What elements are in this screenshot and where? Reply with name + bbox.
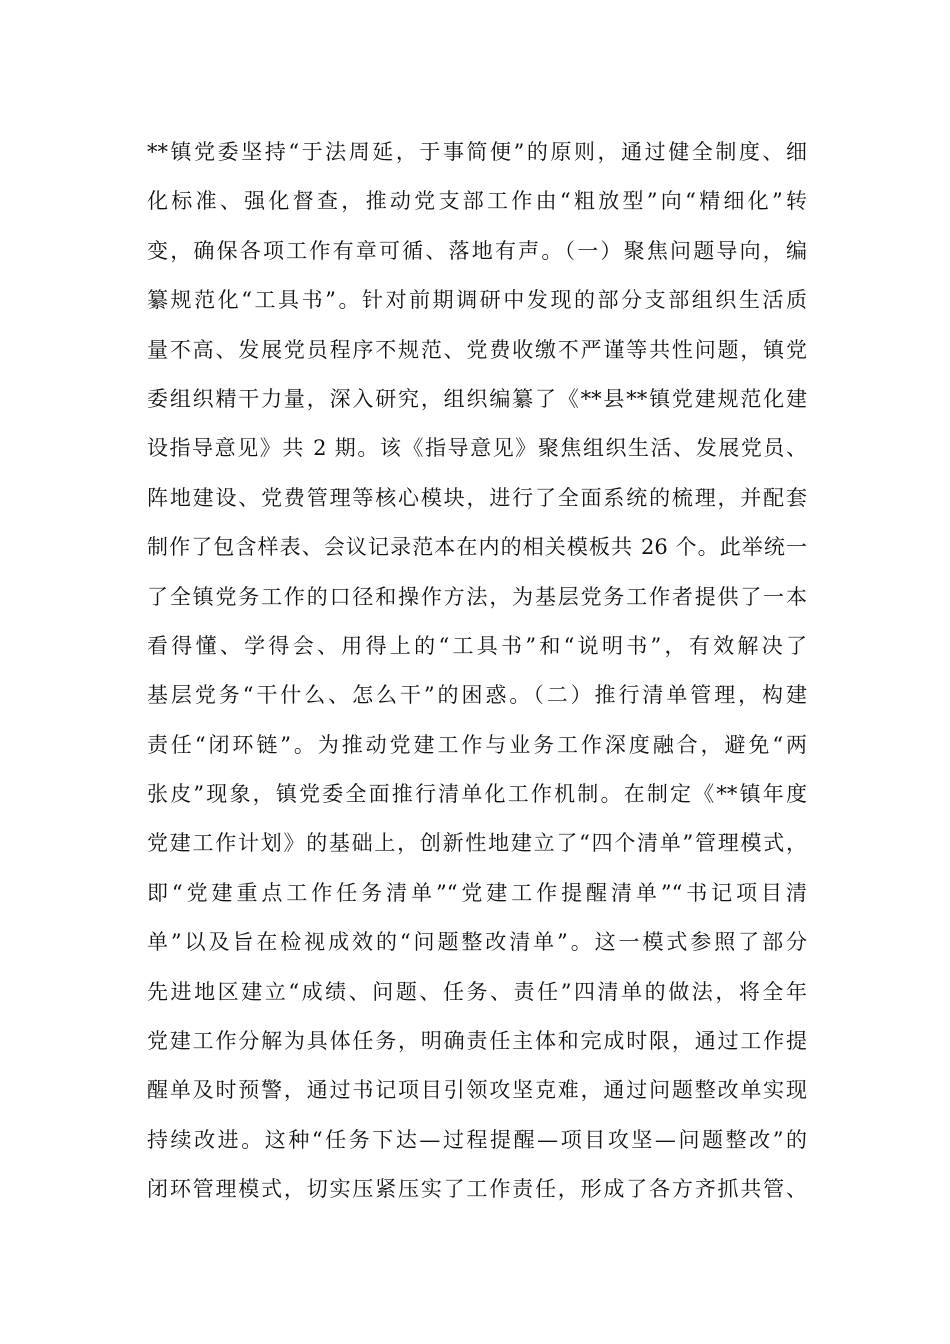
paragraph-line: 党建工作计划》的基础上，创新性地建立了“四个清单”管理模式，	[147, 831, 807, 856]
paragraph-line: 量不高、发展党员程序不规范、党费收缴不严谨等共性问题，镇党	[147, 337, 807, 362]
paragraph-line: 看得懂、学得会、用得上的“工具书”和“说明书”，有效解决了	[147, 633, 807, 658]
paragraph-line: 了全镇党务工作的口径和操作方法，为基层党务工作者提供了一本	[147, 584, 807, 609]
paragraph-line: 张皮”现象，镇党委全面推行清单化工作机制。在制定《**镇年度	[147, 782, 807, 807]
paragraph-line: 委组织精干力量，深入研究，组织编纂了《**县**镇党建规范化建	[147, 386, 807, 411]
paragraph-line: 阵地建设、党费管理等核心模块，进行了全面系统的梳理，并配套	[147, 485, 807, 510]
paragraph-line: 变，确保各项工作有章可循、落地有声。（一）聚焦问题导向，编	[147, 238, 807, 263]
paragraph-line: 责任“闭环链”。为推动党建工作与业务工作深度融合，避免“两	[147, 732, 807, 757]
paragraph-line: 化标准、强化督查，推动党支部工作由“粗放型”向“精细化”转	[147, 189, 807, 214]
body-paragraph	[147, 128, 807, 1215]
paragraph-line: **镇党委坚持“于法周延，于事简便”的原则，通过健全制度、细	[147, 140, 807, 164]
paragraph-line: 基层党务“干什么、怎么干”的困惑。（二）推行清单管理，构建	[147, 683, 807, 708]
paragraph-line: 持续改进。这种“任务下达—过程提醒—项目攻坚—问题整改”的	[147, 1127, 807, 1152]
paragraph-line: 醒单及时预警，通过书记项目引领攻坚克难，通过问题整改单实现	[147, 1078, 807, 1103]
paragraph-line: 先进地区建立“成绩、问题、任务、责任”四清单的做法，将全年	[147, 979, 807, 1004]
paragraph-line: 单”以及旨在检视成效的“问题整改清单”。这一模式参照了部分	[147, 930, 807, 955]
paragraph-line: 党建工作分解为具体任务，明确责任主体和完成时限，通过工作提	[147, 1029, 807, 1054]
paragraph-line: 纂规范化“工具书”。针对前期调研中发现的部分支部组织生活质	[147, 288, 807, 313]
paragraph-line: 设指导意见》共 2 期。该《指导意见》聚焦组织生活、发展党员、	[147, 436, 807, 461]
paragraph-line: 闭环管理模式，切实压紧压实了工作责任，形成了各方齐抓共管、	[147, 1177, 807, 1202]
paragraph-line: 制作了包含样表、会议记录范本在内的相关模板共 26 个。此举统一	[147, 535, 807, 560]
paragraph-line: 即“党建重点工作任务清单”“党建工作提醒清单”“书记项目清	[147, 880, 807, 905]
